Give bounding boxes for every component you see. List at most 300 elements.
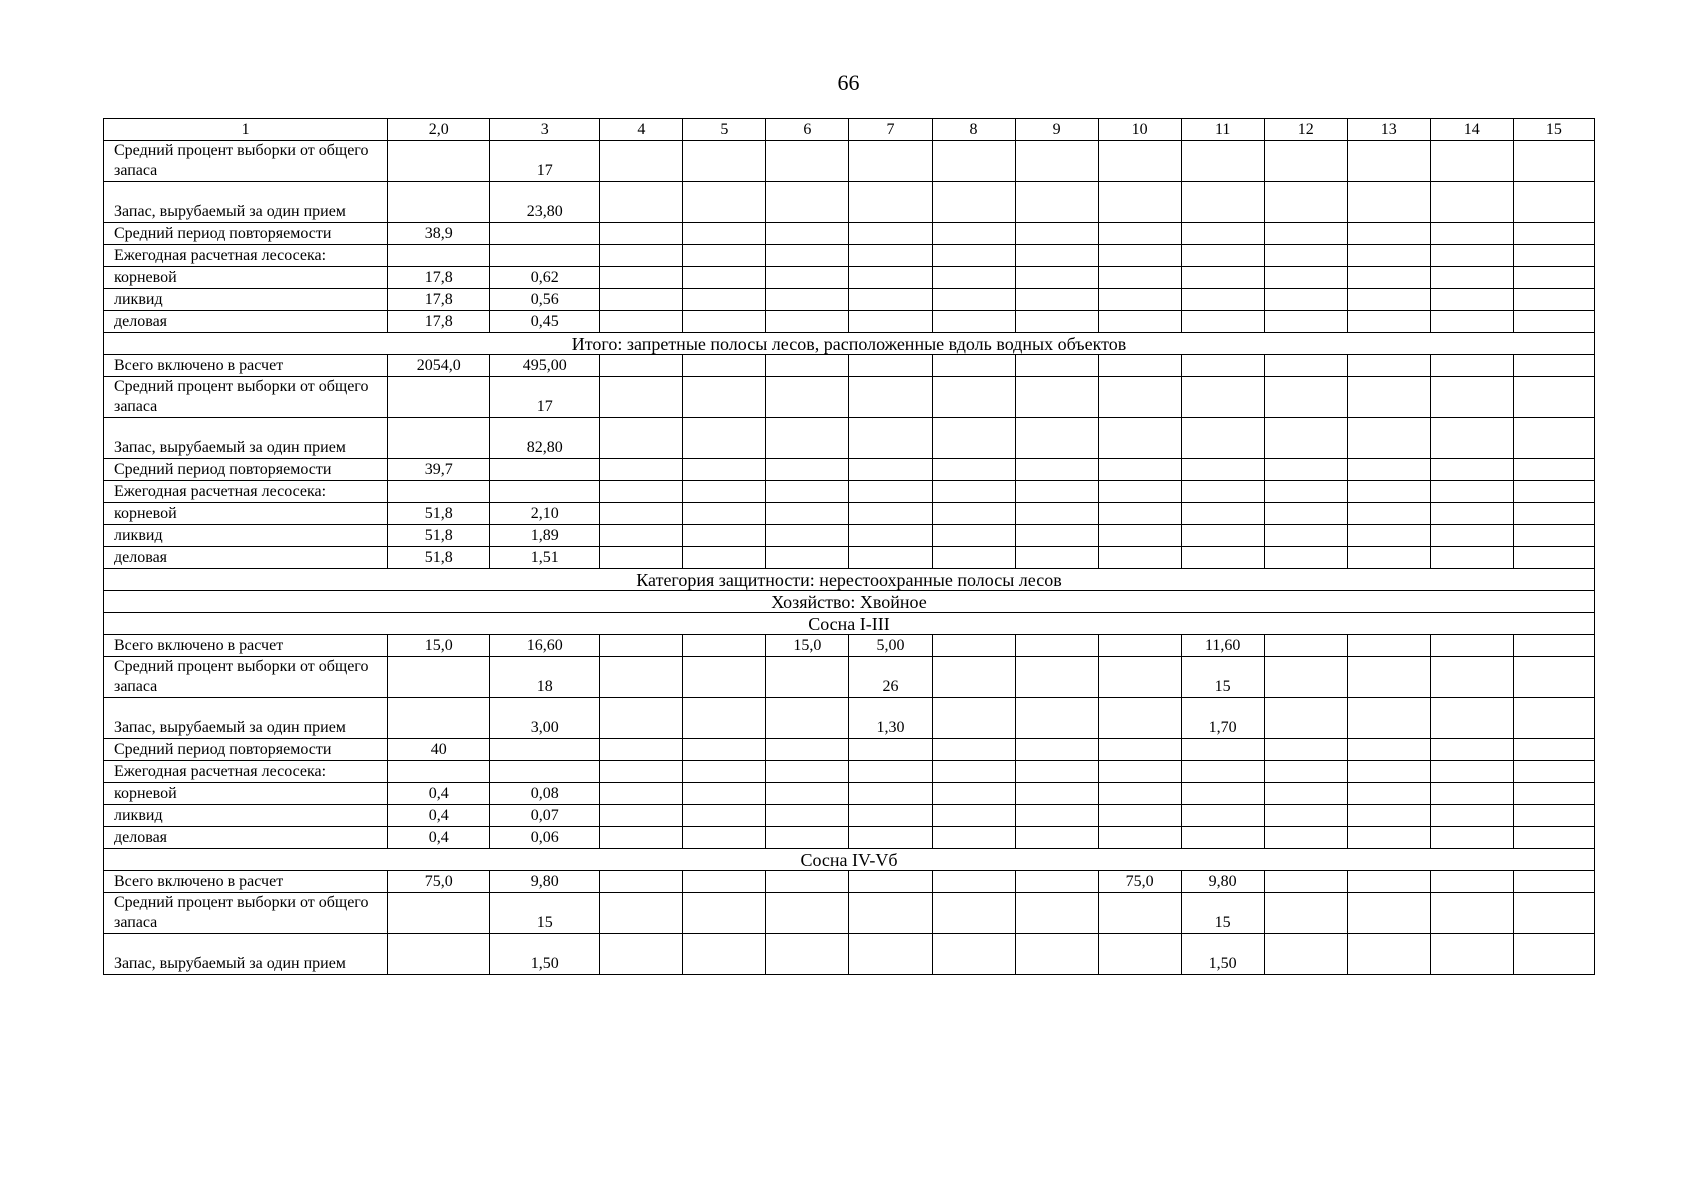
table-row [104,525,1595,547]
table-row [104,805,1595,827]
section-row [104,569,1595,591]
table-cell [1347,459,1430,481]
table-cell [1181,783,1264,805]
row-label: деловая [104,827,388,849]
table-cell: 5,00 [849,635,932,657]
row-label: Ежегодная расчетная лесосека: [104,481,388,503]
column-header-15: 15 [1513,119,1594,141]
table-cell [932,827,1015,849]
table-cell: 9,80 [490,871,600,893]
table-cell [1181,739,1264,761]
column-header-2: 2,0 [388,119,490,141]
table-cell [1015,267,1098,289]
table-cell [1347,805,1430,827]
table-cell [600,311,683,333]
table-cell: 0,62 [490,267,600,289]
column-header-7: 7 [849,119,932,141]
table-cell [1015,311,1098,333]
table-cell [1015,635,1098,657]
table-row [104,635,1595,657]
table-cell [849,182,932,223]
table-cell: 40 [388,739,490,761]
table-row [104,311,1595,333]
table-cell [1513,547,1594,569]
table-cell [490,739,600,761]
table-cell [1264,805,1347,827]
table-cell [1513,871,1594,893]
table-cell [1513,481,1594,503]
table-cell [683,289,766,311]
table-row [104,182,1595,223]
table-cell [1347,827,1430,849]
table-cell [932,871,1015,893]
table-cell [388,418,490,459]
table-cell: 0,4 [388,783,490,805]
table-cell [1098,525,1181,547]
table-cell [849,893,932,934]
table-cell [1513,377,1594,418]
column-header-14: 14 [1430,119,1513,141]
table-cell [1430,805,1513,827]
table-cell [932,657,1015,698]
table-cell [932,525,1015,547]
table-cell [1181,245,1264,267]
table-cell [1264,547,1347,569]
table-cell [1015,698,1098,739]
table-cell [1015,525,1098,547]
column-header-10: 10 [1098,119,1181,141]
table-cell [1347,525,1430,547]
table-cell [1513,223,1594,245]
table-cell [1098,698,1181,739]
table-cell [1098,267,1181,289]
row-label: Средний процент выборки от общего запаса [104,893,388,934]
table-cell: 18 [490,657,600,698]
table-cell: 17,8 [388,311,490,333]
table-cell [1264,871,1347,893]
table-cell: 75,0 [1098,871,1181,893]
row-label: ликвид [104,525,388,547]
table-cell [1264,267,1347,289]
table-cell [766,223,849,245]
table-cell: 11,60 [1181,635,1264,657]
table-cell [683,805,766,827]
table-cell [766,783,849,805]
table-cell [683,635,766,657]
table-cell [1347,871,1430,893]
table-cell [1181,311,1264,333]
table-cell [766,503,849,525]
table-cell [1015,377,1098,418]
table-cell [932,934,1015,975]
table-cell [1513,934,1594,975]
table-cell [1430,481,1513,503]
table-cell: 0,06 [490,827,600,849]
table-cell [388,934,490,975]
table-cell [1015,418,1098,459]
table-cell [1264,245,1347,267]
table-cell [1264,934,1347,975]
table-cell: 0,07 [490,805,600,827]
row-label: Средний процент выборки от общего запаса [104,657,388,698]
table-cell [849,827,932,849]
table-cell [1098,934,1181,975]
table-cell [1181,805,1264,827]
table-row [104,503,1595,525]
table-cell [849,547,932,569]
table-cell [1264,657,1347,698]
table-row [104,481,1595,503]
table-row [104,827,1595,849]
table-cell [1347,783,1430,805]
section-row [104,333,1595,355]
table-cell [388,141,490,182]
table-cell [1098,459,1181,481]
table-cell [766,893,849,934]
table-row [104,698,1595,739]
table-cell [600,267,683,289]
table-cell [600,871,683,893]
table-cell [1513,503,1594,525]
section-row [104,591,1595,613]
table-cell [600,182,683,223]
row-label: Ежегодная расчетная лесосека: [104,245,388,267]
table-cell [932,783,1015,805]
table-cell [1264,289,1347,311]
table-cell: 9,80 [1181,871,1264,893]
table-cell [766,245,849,267]
table-cell: 17 [490,377,600,418]
table-cell [849,289,932,311]
table-cell [600,141,683,182]
table-cell [1347,141,1430,182]
table-cell [1430,267,1513,289]
table-cell [849,934,932,975]
table-cell [1513,245,1594,267]
table-cell [766,377,849,418]
table-cell [849,141,932,182]
table-cell [600,377,683,418]
table-cell [683,503,766,525]
table-row [104,871,1595,893]
table-cell [683,418,766,459]
table-cell [683,459,766,481]
table-cell [600,503,683,525]
section-title: Хозяйство: Хвойное [104,591,1595,613]
table-cell [490,481,600,503]
table-cell [1264,459,1347,481]
table-cell [1347,635,1430,657]
table-cell [1098,141,1181,182]
table-cell [388,481,490,503]
table-cell [1015,739,1098,761]
table-cell [932,635,1015,657]
table-cell [1015,547,1098,569]
table-cell [1264,739,1347,761]
table-cell: 2,10 [490,503,600,525]
table-cell [1098,311,1181,333]
table-cell [1264,355,1347,377]
row-label: деловая [104,311,388,333]
table-cell [849,267,932,289]
table-cell [1513,418,1594,459]
table-cell [766,761,849,783]
table-cell [1513,355,1594,377]
table-cell [1513,289,1594,311]
table-cell [388,657,490,698]
table-cell [1264,893,1347,934]
table-cell [1015,805,1098,827]
table-cell: 23,80 [490,182,600,223]
table-cell [1430,783,1513,805]
table-cell [1513,635,1594,657]
table-cell [600,245,683,267]
table-cell [600,827,683,849]
table-cell [1430,525,1513,547]
row-label: Средний период повторяемости [104,739,388,761]
table-cell [1430,289,1513,311]
table-cell [600,893,683,934]
table-cell [1513,459,1594,481]
table-row [104,141,1595,182]
column-header-9: 9 [1015,119,1098,141]
table-cell [766,739,849,761]
table-cell: 51,8 [388,503,490,525]
section-title: Сосна I-III [104,613,1595,635]
table-cell [683,525,766,547]
table-cell [1015,481,1098,503]
table-row [104,934,1595,975]
table-cell [849,481,932,503]
table-cell [1430,827,1513,849]
table-cell [766,805,849,827]
table-cell [1098,223,1181,245]
table-cell [932,547,1015,569]
table-cell [849,245,932,267]
table-cell [600,355,683,377]
table-cell [1430,503,1513,525]
table-cell: 0,4 [388,827,490,849]
table-cell [766,657,849,698]
table-cell [1513,739,1594,761]
table-cell [1513,827,1594,849]
row-label: Средний процент выборки от общего запаса [104,377,388,418]
table-cell [1098,739,1181,761]
table-cell [1098,827,1181,849]
table-cell [1430,182,1513,223]
table-cell [600,657,683,698]
table-cell [1181,503,1264,525]
section-title: Категория защитности: нерестоохранные полосы лесов [104,569,1595,591]
table-cell [932,141,1015,182]
table-cell [1264,481,1347,503]
table-row [104,761,1595,783]
table-cell: 15 [490,893,600,934]
table-cell [766,934,849,975]
table-cell [1098,783,1181,805]
table-cell [932,503,1015,525]
table-cell [932,459,1015,481]
table-cell [1098,481,1181,503]
table-cell [766,418,849,459]
row-label: Запас, вырубаемый за один прием [104,182,388,223]
table-cell [766,289,849,311]
table-cell [1015,893,1098,934]
table-cell [1181,761,1264,783]
table-cell [849,805,932,827]
table-cell [683,547,766,569]
table-cell [1181,481,1264,503]
table-cell [1430,311,1513,333]
table-cell [849,783,932,805]
table-cell [388,245,490,267]
table-cell [683,355,766,377]
table-cell [849,377,932,418]
table-cell [932,698,1015,739]
table-cell [600,481,683,503]
table-cell: 0,45 [490,311,600,333]
table-row [104,459,1595,481]
table-cell: 39,7 [388,459,490,481]
table-cell [1264,141,1347,182]
table-cell [1098,657,1181,698]
table-cell: 2054,0 [388,355,490,377]
table-cell [1015,245,1098,267]
table-cell [1430,635,1513,657]
column-header-8: 8 [932,119,1015,141]
table-cell: 0,4 [388,805,490,827]
table-cell: 15,0 [766,635,849,657]
table-cell: 15,0 [388,635,490,657]
table-cell: 0,08 [490,783,600,805]
table-cell [1098,761,1181,783]
table-cell: 1,89 [490,525,600,547]
table-row [104,245,1595,267]
row-label: деловая [104,547,388,569]
table-cell [1181,141,1264,182]
table-cell [1347,547,1430,569]
table-cell [1513,805,1594,827]
table-cell [1181,223,1264,245]
table-cell [849,223,932,245]
table-cell [1430,934,1513,975]
table-cell [600,761,683,783]
row-label: Средний период повторяемости [104,459,388,481]
table-row [104,418,1595,459]
table-cell [683,827,766,849]
table-row [104,377,1595,418]
table-cell [1264,311,1347,333]
table-cell [1181,827,1264,849]
table-cell [1098,635,1181,657]
table-cell: 15 [1181,893,1264,934]
table-cell [1347,377,1430,418]
table-cell [1513,267,1594,289]
table-cell [766,481,849,503]
table-cell [932,182,1015,223]
table-cell [1015,182,1098,223]
table-cell [932,739,1015,761]
table-cell [932,481,1015,503]
table-cell [1098,355,1181,377]
table-cell: 26 [849,657,932,698]
row-label: Ежегодная расчетная лесосека: [104,761,388,783]
table-cell [849,761,932,783]
table-cell [1098,805,1181,827]
column-header-4: 4 [600,119,683,141]
column-header-12: 12 [1264,119,1347,141]
table-cell [600,635,683,657]
table-cell [1264,503,1347,525]
table-cell [1181,377,1264,418]
table-cell [1181,459,1264,481]
table-cell [388,182,490,223]
table-cell: 1,51 [490,547,600,569]
section-row [104,613,1595,635]
table-cell: 51,8 [388,525,490,547]
table-cell [1430,377,1513,418]
table-cell [1430,893,1513,934]
table-cell [1098,377,1181,418]
table-cell [1098,418,1181,459]
table-cell [683,223,766,245]
table-cell [1015,871,1098,893]
table-cell: 0,56 [490,289,600,311]
table-cell [1430,355,1513,377]
table-cell [766,355,849,377]
table-cell [683,657,766,698]
row-label: Всего включено в расчет [104,871,388,893]
row-label: Запас, вырубаемый за один прием [104,698,388,739]
table-cell: 1,50 [490,934,600,975]
table-cell [1264,223,1347,245]
table-cell [932,761,1015,783]
table-cell [388,377,490,418]
table-cell [1264,827,1347,849]
table-cell: 1,50 [1181,934,1264,975]
table-cell [1264,377,1347,418]
table-cell [600,698,683,739]
table-cell [683,267,766,289]
table-cell [1513,698,1594,739]
table-cell [1430,698,1513,739]
table-cell [1015,783,1098,805]
table-row [104,739,1595,761]
table-cell [1513,893,1594,934]
table-cell [1430,657,1513,698]
table-cell [1181,525,1264,547]
table-cell: 17 [490,141,600,182]
table-cell [1430,871,1513,893]
table-cell: 15 [1181,657,1264,698]
table-row [104,223,1595,245]
table-cell [388,893,490,934]
table-cell: 495,00 [490,355,600,377]
table-cell [490,223,600,245]
table-cell [600,739,683,761]
table-cell: 38,9 [388,223,490,245]
table-cell [683,783,766,805]
table-cell [1264,635,1347,657]
table-cell [849,525,932,547]
table-cell [1098,547,1181,569]
table-cell [1098,503,1181,525]
table-cell [1347,289,1430,311]
table-cell [849,503,932,525]
row-label: Запас, вырубаемый за один прием [104,934,388,975]
column-header-13: 13 [1347,119,1430,141]
table-cell [1430,761,1513,783]
